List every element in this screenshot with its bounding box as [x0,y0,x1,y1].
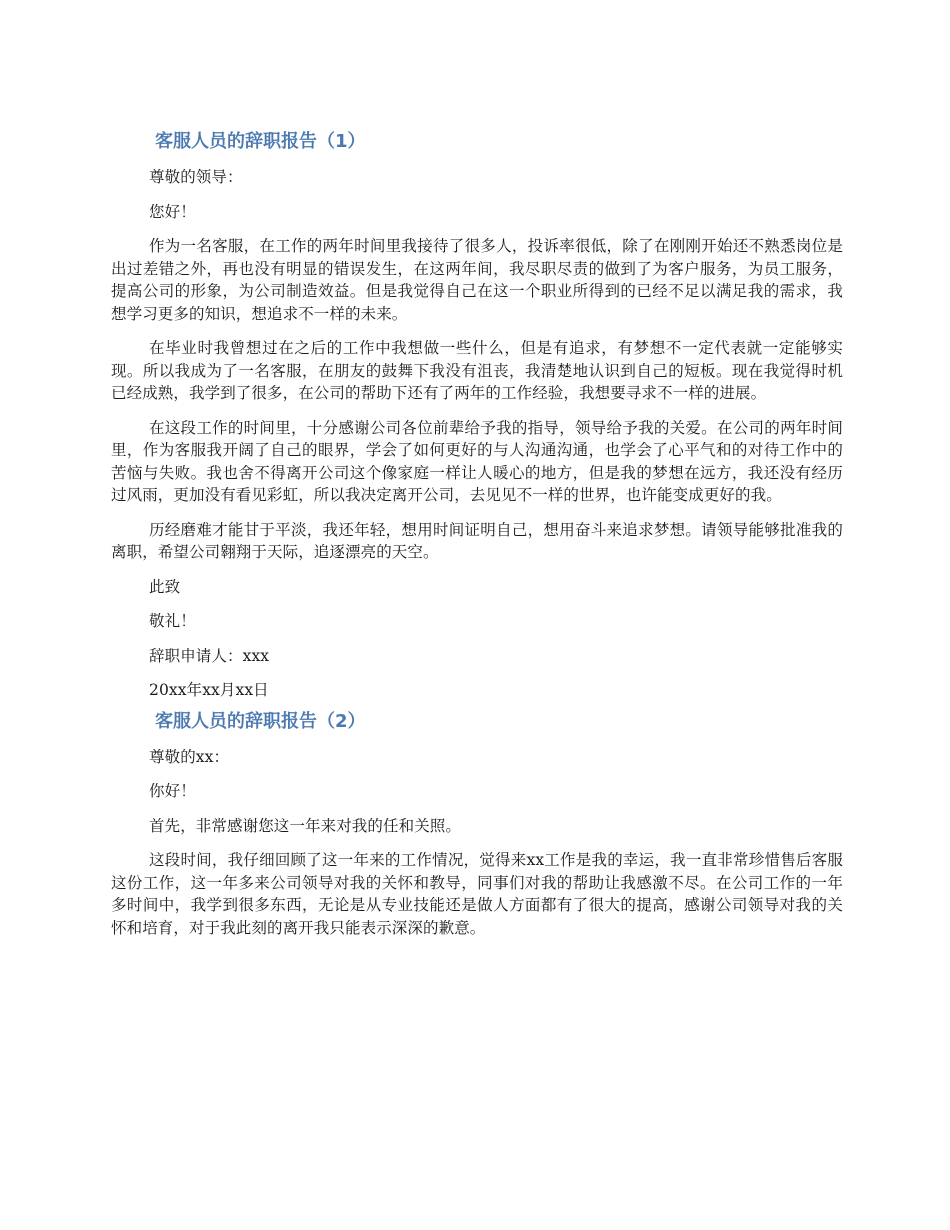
resignation-letter-2 [111,702,843,940]
body-paragraph: 在毕业时我曾想过在之后的工作中我想做一些什么，但是有追求，有梦想不一定代表就一定能够实现。所以我成为了一名客服，在朋友的鼓舞下我没有沮丧，我清楚地认识到自己的短板。现在我觉得时机已经成熟，我学到了很多，在公司的帮助下还有了两年的工作经验，我想要寻求不一样的进展。 [111,339,843,402]
document-body [111,128,843,939]
body-paragraph: 首先，非常感谢您这一年来对我的任和关照。 [149,816,462,835]
resignation-letter-1 [111,128,843,702]
closing-line: 此致 [149,577,181,596]
body-paragraph: 这段时间，我仔细回顾了这一年来的工作情况，觉得来xx工作是我的幸运，我一直非常珍惜售后客服这份工作，这一年多来公司领导对我的关怀和教导，同事们对我的帮助让我感激不尽。在公司工作的一年多时间中，我学到很多东西，无论是从专业技能还是做人方面都有了很大的提高，感谢公司领导对我的关怀和培育，对于我此刻的离开我只能表示深深的歉意。 [111,851,843,937]
greeting: 您好！ [149,202,196,221]
section-title: 客服人员的辞职报告（2） [155,710,366,732]
section-title: 客服人员的辞职报告（1） [155,131,366,152]
closing-salute: 敬礼！ [149,612,196,630]
salutation: 尊敬的xx： [149,747,230,766]
body-paragraph: 作为一名客服，在工作的两年时间里我接待了很多人，投诉率很低，除了在刚刚开始还不熟悉岗位是出过差错之外，再也没有明显的错误发生，在这两年间，我尽职尽责的做到了为客户服务，为员工服务，提高公司的形象，为公司制造效益。但是我觉得自己在这一个职业所得到的已经不足以满足我的需求，我想学习更多的知识，想追求不一样的未来。 [111,237,843,323]
body-paragraph: 历经磨难才能甘于平淡，我还年轻，想用时间证明自己，想用奋斗来追求梦想。请领导能够批准我的离职，希望公司翱翔于天际，追逐漂亮的天空。 [111,520,843,561]
greeting: 你好！ [149,782,196,800]
salutation: 尊敬的领导： [149,168,243,186]
letter-date: 20xx年xx月xx日 [149,681,269,699]
applicant-signature: 辞职申请人：xxx [149,646,270,665]
body-paragraph: 在这段工作的时间里，十分感谢公司各位前辈给予我的指导，领导给予我的关爱。在公司的两年时间里，作为客服我开阔了自己的眼界，学会了如何更好的与人沟通沟通，也学会了心平气和的对待工作中的苦恼与失败。我也舍不得离开公司这个像家庭一样让人暖心的地方，但是我的梦想在远方，我还没有经历过风雨，更加没有看见彩虹，所以我决定离开公司，去见见不一样的世界，也许能变成更好的我。 [111,418,843,504]
